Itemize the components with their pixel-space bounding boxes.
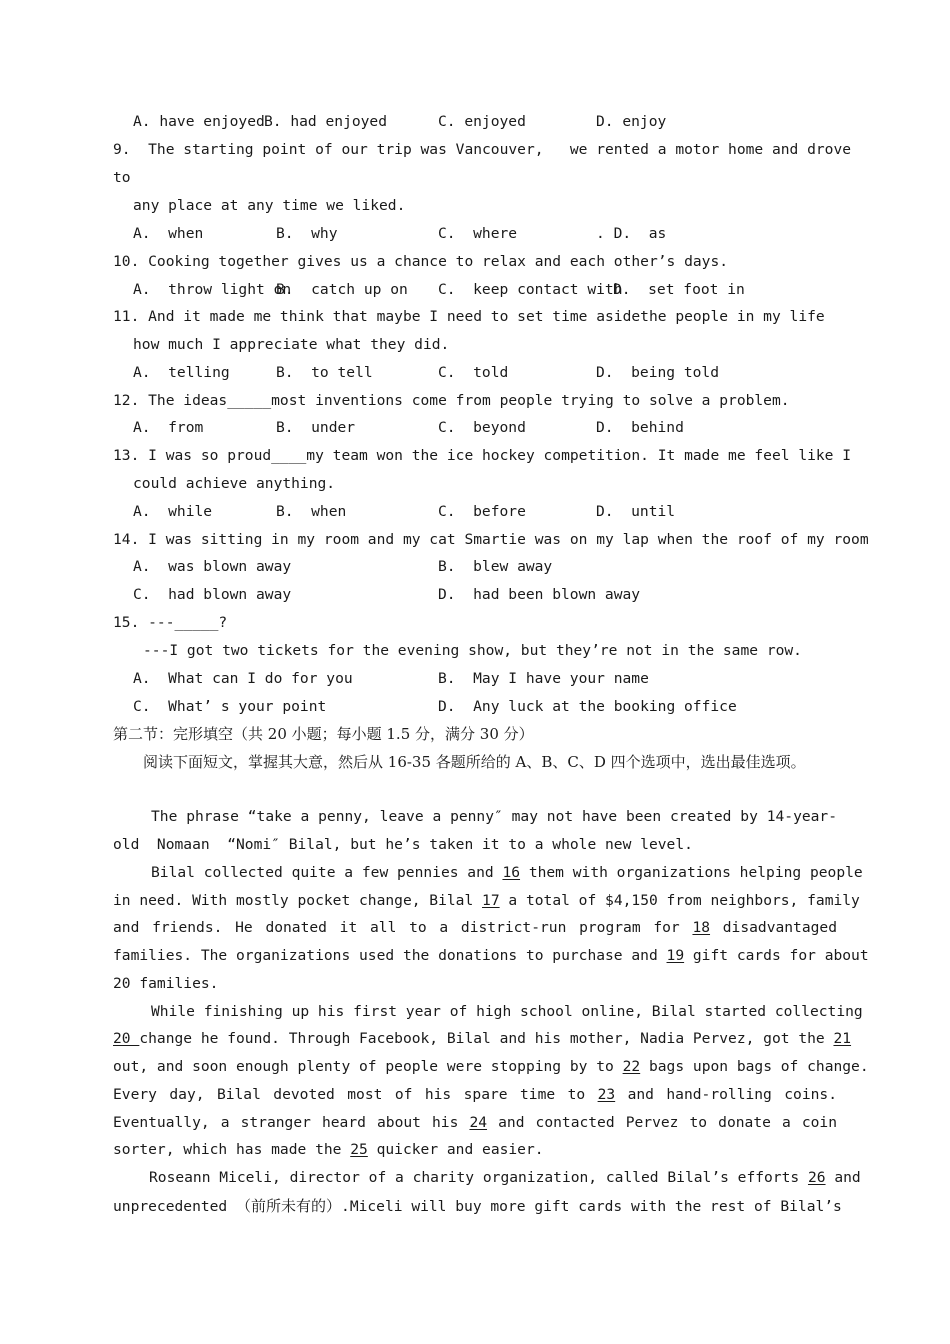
q8-option-a: A. have enjoyed [133,113,265,130]
passage-p3-line4: Every day, Bilal devoted most of his spare time to 23 and hand-rolling coins. [113,1086,837,1103]
q13-stem-line2: could achieve anything. [133,475,336,492]
q8-option-c: C. enjoyed [438,113,526,130]
passage-p3-line3: out, and soon enough plenty of people were stopping by to 22 bags upon bags of change. [113,1058,869,1075]
passage-p4-line1: Roseann Miceli, director of a charity organization, called Bilal’s efforts 26 and [149,1169,861,1186]
blank-17[interactable]: 17 [482,892,500,909]
passage-p1-line2: old Nomaan “Nomi″ Bilal, but he’s taken it to a whole new level. [113,836,693,853]
q12-stem: 12. The ideas_____most inventions come from people trying to solve a problem. [113,392,790,409]
passage-p2-line3: and friends. He donated it all to a district-run program for 18 disadvantaged [113,919,837,936]
q13-option-a: A. while [133,503,213,520]
q14-option-c: C. had blown away [133,586,292,603]
passage-p3-line5: Eventually, a stranger heard about his 24 and contacted Pervez to donate a coin [113,1114,837,1131]
passage-p2-line5: 20 families. [113,975,219,992]
q8-option-b: B. had enjoyed [264,113,388,130]
q12-option-b: B. under [276,419,356,436]
q14-option-b: B. blew away [438,558,553,575]
passage-p4-line2: unprecedented （前所未有的）.Miceli will buy more gift cards with the rest of Bilal’s [113,1197,842,1215]
q15-option-b: B. May I have your name [438,670,649,687]
q9-stem-line1-wrap: to [113,169,131,186]
q13-option-c: C. before [438,503,526,520]
blank-20[interactable]: 20 [113,1030,140,1047]
q13-option-b: B. when [276,503,347,520]
q8-option-d: D. enjoy [596,113,667,130]
blank-18[interactable]: 18 [692,919,711,936]
q10-option-c: C. keep contact with [438,281,623,298]
section2-heading: 第二节：完形填空（共 20 小题；每小题 1.5 分，满分 30 分） [113,725,534,743]
q10-option-a: A. throw light on [133,281,292,298]
q15-stem-line1: 15. ---_____? [113,614,228,631]
blank-19[interactable]: 19 [666,947,685,964]
passage-p1-line1: The phrase “take a penny, leave a penny″ may not have been created by 14-year- [151,808,837,825]
passage-p3-line6: sorter, which has made the 25 quicker and easier. [113,1141,544,1158]
q15-option-c: C. What’ s your point [133,698,327,715]
q13-option-d: D. until [596,503,676,520]
q9-option-b: B. why [276,225,338,242]
q12-option-d: D. behind [596,419,684,436]
q9-stem-line1: 9. The starting point of our trip was Vancouver, we rented a motor home and drove [113,141,852,158]
passage-p2-line2: in need. With mostly pocket change, Bilal 17 a total of $4,150 from neighbors, family [113,892,860,909]
q14-stem: 14. I was sitting in my room and my cat Smartie was on my lap when the roof of my room [113,531,869,548]
q11-option-b: B. to tell [276,364,373,381]
blank-26[interactable]: 26 [807,1169,826,1186]
blank-24[interactable]: 24 [469,1114,488,1131]
q11-option-d: D. being told [596,364,720,381]
blank-21[interactable]: 21 [833,1030,852,1047]
passage-p3-line1: While finishing up his first year of high school online, Bilal started collecting [151,1003,863,1020]
q11-stem-line1: 11. And it made me think that maybe I need to set time asidethe people in my life [113,308,825,325]
q10-option-b: B. catch up on [276,281,408,298]
q11-option-a: A. telling [133,364,230,381]
q11-stem-line2: how much I appreciate what they did. [133,336,450,353]
blank-25[interactable]: 25 [350,1141,368,1158]
q12-option-c: C. beyond [438,419,526,436]
q9-option-c: C. where [438,225,518,242]
q14-option-d: D. had been blown away [438,586,641,603]
q9-option-d: . D. as [596,225,667,242]
blank-23[interactable]: 23 [597,1086,616,1103]
passage-p3-line2: 20 change he found. Through Facebook, Bilal and his mother, Nadia Pervez, got the 21 [113,1030,852,1047]
q9-option-a: A. when [133,225,204,242]
q11-option-c: C. told [438,364,509,381]
q13-stem-line1: 13. I was so proud____my team won the ice hockey competition. It made me feel like I [113,447,852,464]
q10-option-d: D. set foot in [613,281,745,298]
q12-option-a: A. from [133,419,204,436]
q10-stem: 10. Cooking together gives us a chance to relax and each other’s days. [113,253,729,270]
q15-option-d: D. Any luck at the booking office [438,698,737,715]
passage-p2-line4: families. The organizations used the donations to purchase and 19 gift cards for about [113,947,869,964]
section2-instruction: 阅读下面短文，掌握其大意，然后从 16-35 各题所给的 A、B、C、D 四个选项中，选出最佳选项。 [143,753,806,771]
q9-stem-line2: any place at any time we liked. [133,197,406,214]
q15-option-a: A. What can I do for you [133,670,353,687]
blank-22[interactable]: 22 [622,1058,641,1075]
passage-p2-line1: Bilal collected quite a few pennies and 16 them with organizations helping people [151,864,863,881]
q14-option-a: A. was blown away [133,558,292,575]
blank-16[interactable]: 16 [502,864,521,881]
q15-stem-line2: ---I got two tickets for the evening show, but they’re not in the same row. [143,642,802,659]
